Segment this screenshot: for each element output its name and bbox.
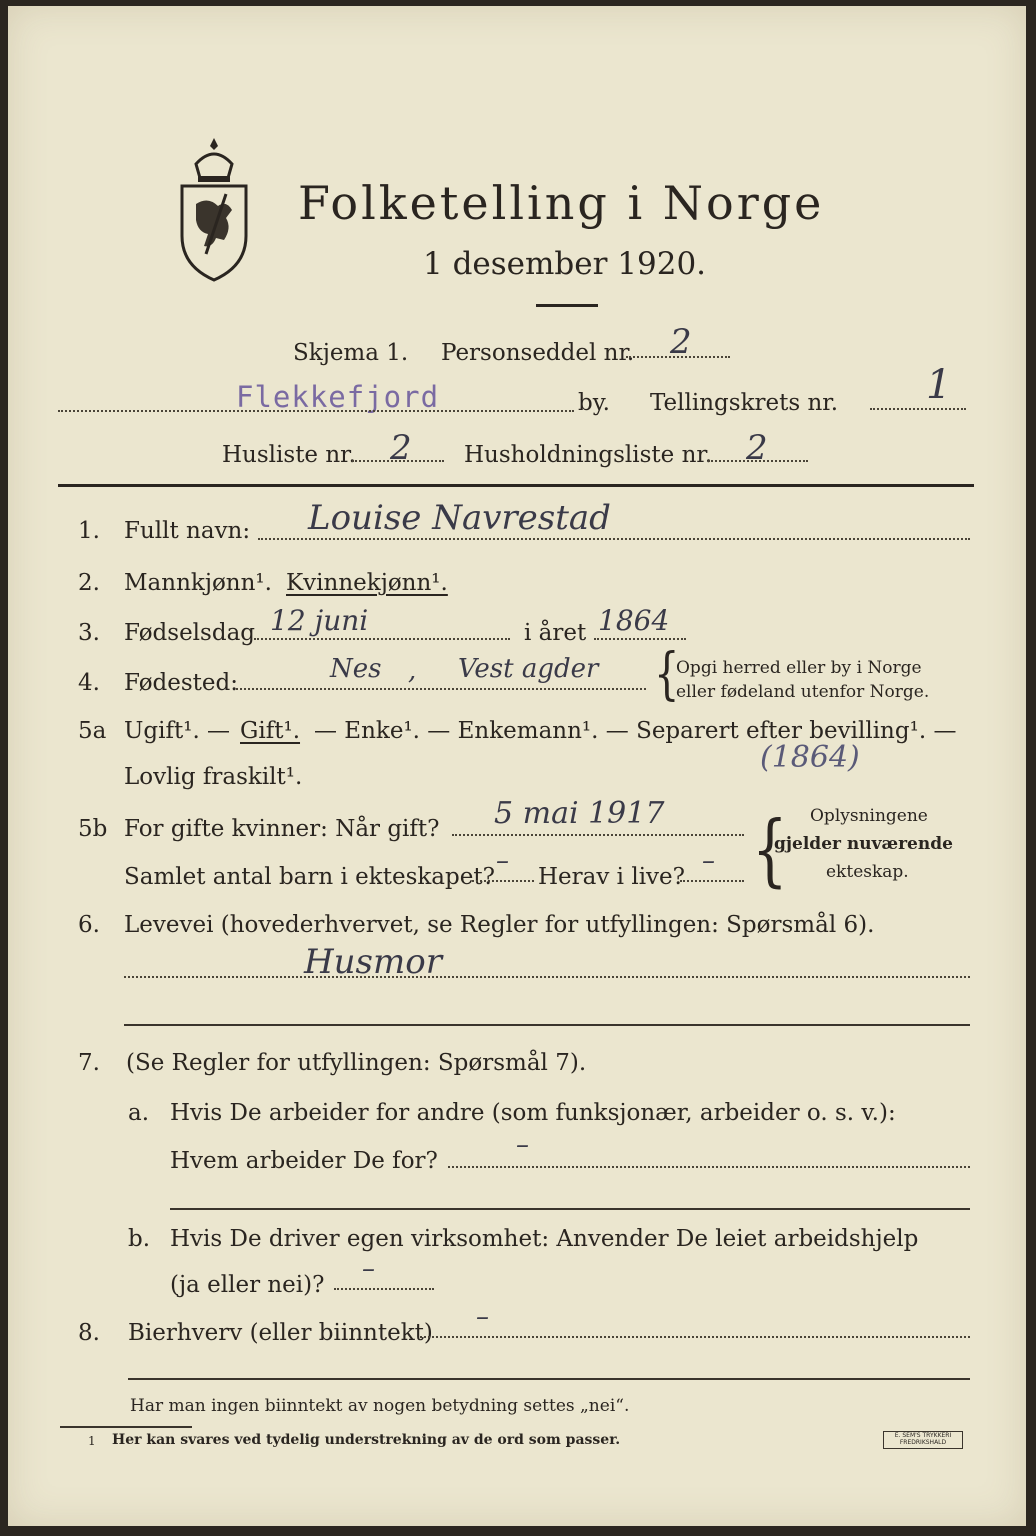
place-stamp: Flekkefjord (236, 380, 440, 414)
personseddel-value: 2 (670, 322, 692, 362)
husholdningsliste-label: Husholdningsliste nr. (464, 442, 713, 468)
q4-note-line2: eller fødeland utenfor Norge. (676, 682, 930, 702)
husliste-value: 2 (390, 428, 412, 468)
q5b-note-line1: Oplysningene (810, 806, 928, 826)
q1-line (258, 538, 970, 540)
q5b-alive-label: Herav i live? (538, 864, 685, 890)
q5b-children-label: Samlet antal barn i ekteskapet? (124, 864, 495, 890)
q5b-label: For gifte kvinner: Når gift? (124, 816, 440, 842)
q3-label: Fødselsdag (124, 620, 256, 646)
q2-female-underlined: Kvinnekjønn¹. (286, 570, 448, 596)
q6-number: 6. (78, 912, 100, 938)
q5b-note-line3: ekteskap. (826, 862, 909, 882)
q5a-annotation: (1864) (760, 740, 860, 775)
q1-value: Louise Navrestad (308, 498, 611, 538)
title-divider (536, 304, 598, 307)
coat-of-arms-icon (176, 134, 252, 284)
q3-year-value: 1864 (598, 604, 670, 637)
q7b-line (334, 1288, 434, 1290)
q7a-value: – (516, 1130, 529, 1160)
printer-line-1: E. SEM'S TRYKKERI (894, 1432, 952, 1439)
q6-label: Levevei (hovederhvervet, se Regler for utfyllingen: Spørsmål 6). (124, 912, 875, 938)
q7-label: (Se Regler for utfyllingen: Spørsmål 7). (126, 1050, 587, 1076)
personseddel-label: Personseddel nr. (441, 340, 635, 366)
q1-label: Fullt navn: (124, 518, 251, 544)
form-title: Folketelling i Norge (298, 176, 825, 230)
q7a-line (448, 1166, 970, 1168)
q4-line (236, 688, 646, 690)
q5b-note-line2: gjelder nuværende (774, 834, 953, 854)
q5b-alive-line (680, 880, 744, 882)
q5a-lovlig: Lovlig fraskilt¹. (124, 764, 303, 790)
footer-note: Har man ingen biinntekt av nogen betydning settes „nei“. (130, 1396, 630, 1416)
printer-mark (883, 1431, 963, 1449)
q3-number: 3. (78, 620, 100, 646)
q8-line-2 (128, 1378, 970, 1380)
q5b-married-value: 5 mai 1917 (494, 796, 665, 831)
q5b-alive-value: – (702, 846, 715, 876)
header-rule (58, 484, 974, 487)
place-line (58, 410, 574, 412)
skjema-label: Skjema 1. (293, 340, 409, 366)
q7b-text: Hvis De driver egen virksomhet: Anvender De leiet arbeidshjelp (170, 1226, 919, 1252)
q5a-ugift: Ugift¹. — (124, 718, 231, 744)
q1-number: 1. (78, 518, 100, 544)
q6-line-1 (124, 976, 970, 978)
q4-value-2: Vest agder (458, 654, 599, 684)
q5b-children-line (472, 880, 534, 882)
q4-value-1: Nes (330, 654, 382, 684)
q4-label: Fødested: (124, 670, 239, 696)
q5b-brace: { (752, 805, 788, 896)
q4-note-line1: Opgi herred eller by i Norge (676, 658, 922, 678)
q3-day-value: 12 juni (270, 604, 369, 637)
form-date: 1 desember 1920. (423, 246, 707, 282)
footnote-rule (60, 1426, 192, 1428)
q5a-gift-underlined: Gift¹. (240, 718, 301, 744)
q8-value: – (476, 1302, 489, 1332)
q7b-letter: b. (128, 1226, 151, 1252)
q2-male: Mannkjønn¹. (124, 570, 272, 596)
q2-number: 2. (78, 570, 100, 596)
q5a-options: — Enke¹. — Enkemann¹. — Separert efter bevilling¹. — (314, 718, 957, 744)
q7a-letter: a. (128, 1100, 150, 1126)
tellingskrets-value: 1 (926, 362, 952, 408)
q3-year-label: i året (524, 620, 587, 646)
printer-line-2: FREDRIKSHALD (899, 1439, 947, 1446)
tellingskrets-label: Tellingskrets nr. (650, 390, 839, 416)
footnote-text: Her kan svares ved tydelig understrekning av de ord som passer. (112, 1432, 621, 1448)
q6-line-2 (124, 1024, 970, 1026)
husliste-label: Husliste nr. (222, 442, 356, 468)
q7b-ask-label: (ja eller nei)? (170, 1272, 325, 1298)
q7a-who-label: Hvem arbeider De for? (170, 1148, 438, 1174)
q7b-value: – (362, 1254, 375, 1284)
q3-year-line (594, 638, 686, 640)
census-form (8, 6, 1026, 1526)
q8-label: Bierhverv (eller biinntekt) (128, 1320, 433, 1346)
q5b-married-line (452, 834, 744, 836)
q4-brace: { (654, 642, 680, 708)
q7-number: 7. (78, 1050, 100, 1076)
tellingskrets-line (870, 408, 966, 410)
q5b-number: 5b (78, 816, 108, 842)
footnote-mark: 1 (88, 1434, 96, 1448)
by-label: by. (578, 390, 610, 416)
q8-number: 8. (78, 1320, 100, 1346)
q4-separator: , (408, 656, 417, 686)
q7a-line-2 (170, 1208, 970, 1210)
q8-line (420, 1336, 970, 1338)
q4-number: 4. (78, 670, 100, 696)
q5b-children-value: – (496, 846, 509, 876)
q3-day-line (254, 638, 510, 640)
husholdningsliste-value: 2 (746, 428, 768, 468)
q5a-number: 5a (78, 718, 107, 744)
q6-value: Husmor (304, 942, 442, 982)
q7a-text: Hvis De arbeider for andre (som funksjonær, arbeider o. s. v.): (170, 1100, 896, 1126)
